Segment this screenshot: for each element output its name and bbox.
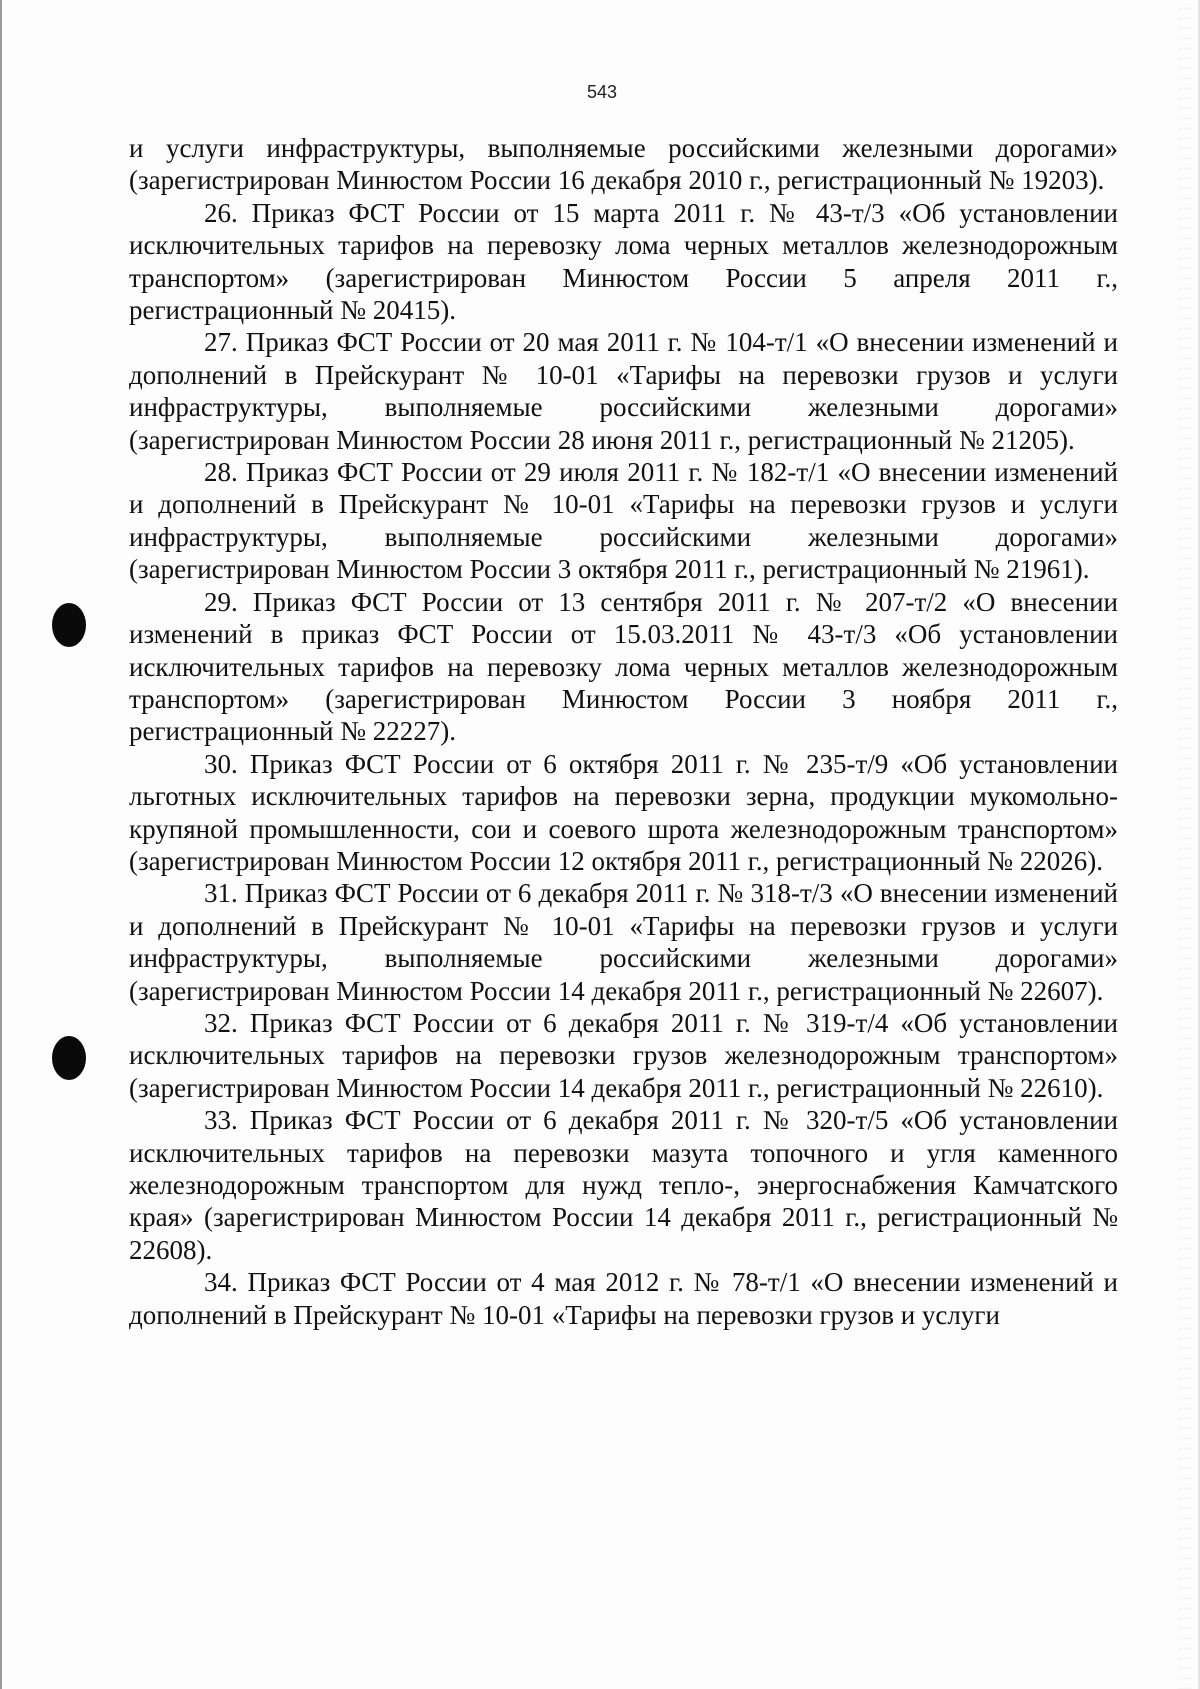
scan-edge-texture <box>1178 0 1192 1689</box>
paragraph-continuation: и услуги инфраструктуры, выполняемые российскими железными дорогами» (зарегистрирован Минюстом России 16 декабря 2010 г., регистрационный № 19203). <box>129 133 1118 196</box>
paragraph-item-33: 33. Приказ ФСТ России от 6 декабря 2011 г. № 320-т/5 «Об установлении исключительных тарифов на перевозки мазута топочного и угля каменного железнодорожным транспортом для нужд тепло-, энергоснабжения Камчатского края» (зарегистрирован Минюстом России 14 декабря 2011 г., регистрационный № 22608). <box>129 1105 1118 1265</box>
document-body <box>129 132 1118 1331</box>
paragraph-item-26: 26. Приказ ФСТ России от 15 марта 2011 г. № 43-т/3 «Об установлении исключительных тарифов на перевозку лома черных металлов железнодорожным транспортом» (зарегистрирован Минюстом России 5 апреля 2011 г., регистрационный № 20415). <box>129 197 1118 326</box>
binder-hole-top <box>52 603 86 647</box>
paragraph-item-32: 32. Приказ ФСТ России от 6 декабря 2011 г. № 319-т/4 «Об установлении исключительных тарифов на перевозки грузов железнодорожным транспортом» (зарегистрирован Минюстом России 14 декабря 2011 г., регистрационный № 22610). <box>129 1007 1118 1103</box>
paragraph-item-34: 34. Приказ ФСТ России от 4 мая 2012 г. № 78-т/1 «О внесении изменений и дополнений в Прейскурант № 10-01 «Тарифы на перевозки грузов и услуги <box>129 1267 1118 1330</box>
paragraph-item-30: 30. Приказ ФСТ России от 6 октября 2011 г. № 235-т/9 «Об установлении льготных исключительных тарифов на перевозки зерна, продукции мукомольно-крупяной промышленности, сои и соевого шрота железнодорожным транспортом» (зарегистрирован Минюстом России 12 октября 2011 г., регистрационный № 22026). <box>129 748 1118 876</box>
page-number: 543 <box>586 82 618 102</box>
binder-hole-bottom <box>52 1036 86 1080</box>
paragraph-item-29: 29. Приказ ФСТ России от 13 сентября 2011 г. № 207-т/2 «О внесении изменений в приказ ФСТ России от 15.03.2011 № 43-т/3 «Об установлении исключительных тарифов на перевозку лома черных металлов железнодорожным транспортом» (зарегистрирован Минюстом России 3 ноября 2011 г., регистрационный № 22227). <box>129 586 1118 747</box>
paragraph-item-31: 31. Приказ ФСТ России от 6 декабря 2011 г. № 318-т/3 «О внесении изменений и дополнений в Прейскурант № 10-01 «Тарифы на перевозки грузов и услуги инфраструктуры, выполняемые российскими железными дорогами» (зарегистрирован Минюстом России 14 декабря 2011 г., регистрационный № 22607). <box>129 878 1118 1006</box>
paragraph-item-27: 27. Приказ ФСТ России от 20 мая 2011 г. № 104-т/1 «О внесении изменений и дополнений в Прейскурант № 10-01 «Тарифы на перевозки грузов и услуги инфраструктуры, выполняемые российскими железными дорогами» (зарегистрирован Минюстом России 28 июня 2011 г., регистрационный № 21205). <box>129 327 1118 455</box>
paragraph-item-28: 28. Приказ ФСТ России от 29 июля 2011 г. № 182-т/1 «О внесении изменений и дополнений в Прейскурант № 10-01 «Тарифы на перевозки грузов и услуги инфраструктуры, выполняемые российскими железными дорогами» (зарегистрирован Минюстом России 3 октября 2011 г., регистрационный № 21961). <box>129 457 1118 585</box>
